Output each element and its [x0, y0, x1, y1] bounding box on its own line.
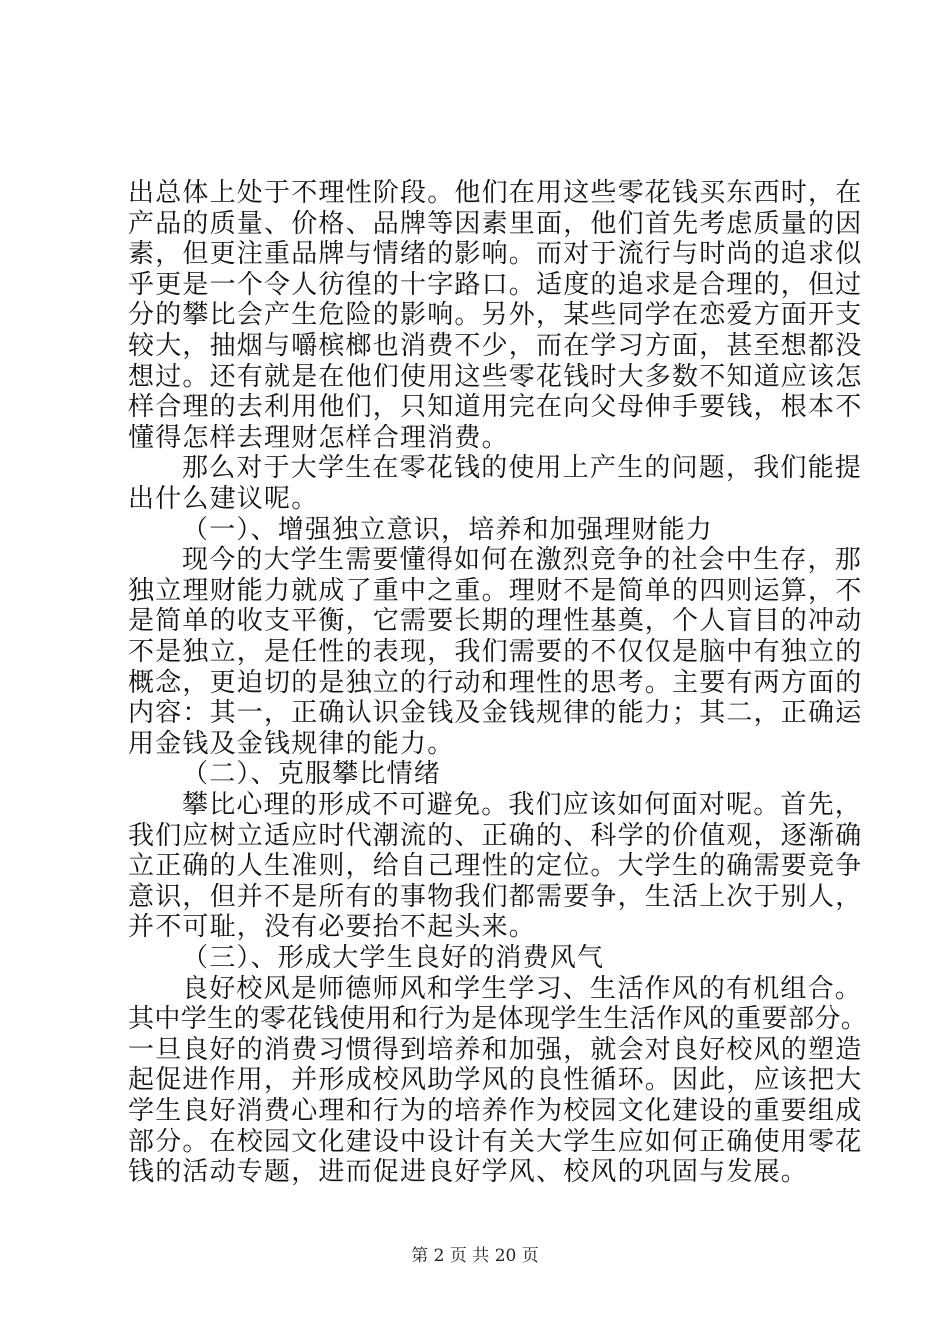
text-line: 用金钱及金钱规律的能力。	[128, 728, 455, 759]
text-line: 立正确的人生准则，给自己理性的定位。大学生的确需要竞争	[128, 851, 863, 882]
text-line: 学生良好消费心理和行为的培养作为校园文化建设的重要组成	[128, 1096, 863, 1126]
section-heading: （三）、形成大学生良好的消费风气	[182, 943, 605, 973]
text-line: 产品的质量、价格、品牌等因素里面，他们首先考虑质量的因	[128, 208, 863, 239]
text-line: 是简单的收支平衡，它需要长期的理性基奠，个人盲目的冲动	[128, 606, 863, 637]
text-line: 乎更是一个令人彷徨的十字路口。适度的追求是合理的，但过	[128, 269, 863, 300]
text-line: 懂得怎样去理财怎样合理消费。	[128, 422, 509, 453]
text-line: 出什么建议呢。	[128, 484, 319, 514]
text-line: 出总体上处于不理性阶段。他们在用这些零花钱买东西时，在	[128, 178, 863, 208]
text-line: 我们应树立适应时代潮流的、正确的、科学的价值观，逐渐确	[128, 820, 863, 851]
paragraph-first-line: 那么对于大学生在零花钱的使用上产生的问题，我们能提	[182, 453, 863, 484]
text-line: 其中学生的零花钱使用和行为是体现学生生活作风的重要部分。	[128, 1004, 868, 1035]
paragraph-first-line: 攀比心理的形成不可避免。我们应该如何面对呢。首先，	[182, 790, 863, 820]
paragraph-first-line: 良好校风是师德师风和学生学习、生活作风的有机组合。	[182, 973, 863, 1004]
text-line: 意识，但并不是所有的事物我们都需要争，生活上次于别人，	[128, 881, 863, 912]
section-heading: （二）、克服攀比情绪	[182, 759, 442, 790]
paragraph-first-line: 现今的大学生需要懂得如何在激烈竞争的社会中生存，那	[182, 545, 863, 576]
text-line: 独立理财能力就成了重中之重。理财不是简单的四则运算，不	[128, 575, 863, 606]
text-line: 想过。还有就是在他们使用这些零花钱时大多数不知道应该怎	[128, 361, 863, 392]
page-number-footer: 第 2 页 共 20 页	[411, 1246, 539, 1266]
text-line: 内容：其一，正确认识金钱及金钱规律的能力；其二，正确运	[128, 698, 863, 729]
text-line: 样合理的去利用他们，只知道用完在向父母伸手要钱，根本不	[128, 392, 863, 423]
section-heading: （一）、增强独立意识，培养和加强理财能力	[182, 514, 714, 545]
text-line: 不是独立，是任性的表现，我们需要的不仅仅是脑中有独立的	[128, 637, 863, 667]
text-line: 较大，抽烟与嚼槟榔也消费不少，而在学习方面，甚至想都没	[128, 331, 863, 361]
text-line: 分的攀比会产生危险的影响。另外，某些同学在恋爱方面开支	[128, 300, 863, 331]
text-line: 起促进作用，并形成校风助学风的良性循环。因此，应该把大	[128, 1065, 863, 1096]
text-line: 素，但更注重品牌与情绪的影响。而对于流行与时尚的追求似	[128, 239, 863, 270]
text-line: 钱的活动专题，进而促进良好学风、校风的巩固与发展。	[128, 1157, 809, 1188]
text-line: 一旦良好的消费习惯得到培养和加强，就会对良好校风的塑造	[128, 1034, 863, 1065]
text-line: 概念，更迫切的是独立的行动和理性的思考。主要有两方面的	[128, 667, 863, 698]
text-line: 部分。在校园文化建设中设计有关大学生应如何正确使用零花	[128, 1126, 863, 1157]
text-line: 并不可耻，没有必要抬不起头来。	[128, 912, 537, 943]
